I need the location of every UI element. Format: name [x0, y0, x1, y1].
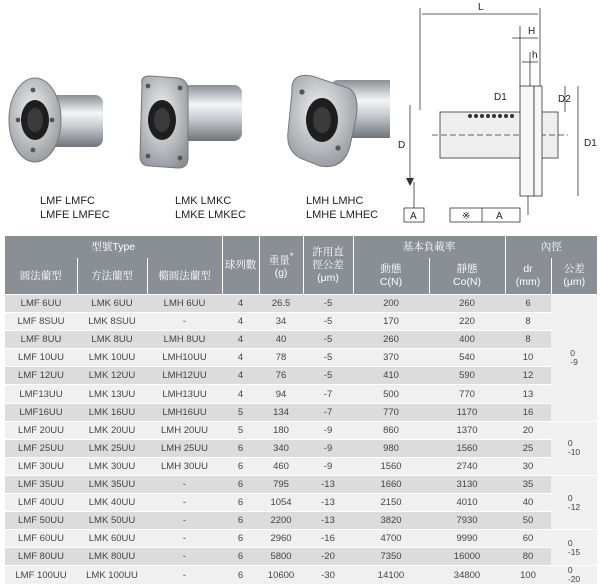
static-load-cell: 34800 — [429, 566, 505, 585]
static-load-cell: 1370 — [429, 421, 505, 439]
dynamic-load-cell: 170 — [353, 313, 429, 331]
weight-cell: 2200 — [259, 512, 303, 530]
oval-model-cell: LMH 8UU — [147, 331, 222, 349]
ecc-cell: -7 — [303, 385, 353, 403]
eccentricity-header: 許用直 徑公差 (μm) — [303, 236, 353, 295]
ecc-cell: -7 — [303, 403, 353, 421]
dynamic-load-cell: 3820 — [353, 512, 429, 530]
balls-cell: 6 — [222, 548, 259, 566]
square-model-cell: LMK 30UU — [77, 457, 147, 475]
balls-cell: 6 — [222, 439, 259, 457]
dim-D2-label: D2 — [558, 94, 571, 105]
square-model-cell: LMK 35UU — [77, 475, 147, 493]
weight-header: 重量* (g) — [259, 236, 303, 295]
round-model-cell: LMF 30UU — [5, 457, 77, 475]
lmf-series-label: LMF LMFC LMFE LMFEC — [40, 195, 110, 221]
weight-cell: 180 — [259, 421, 303, 439]
model-type-header: 型號Type — [5, 236, 222, 258]
table-row — [5, 494, 597, 512]
square-model-cell: LMK 16UU — [77, 403, 147, 421]
table-row — [5, 421, 597, 439]
ecc-cell: -5 — [303, 349, 353, 367]
tolerance-upper: 0 — [567, 565, 573, 576]
spec-table — [5, 236, 597, 584]
dr-cell: 50 — [505, 512, 551, 530]
balls-cell: 4 — [222, 313, 259, 331]
dim-L-label: L — [478, 2, 484, 13]
ecc-cell: -5 — [303, 313, 353, 331]
ecc-cell: -9 — [303, 457, 353, 475]
inner-diameter-header: 內徑 — [505, 236, 597, 258]
round-model-cell: LMF 8UU — [5, 331, 77, 349]
dynamic-load-cell: 500 — [353, 385, 429, 403]
dr-cell: 80 — [505, 548, 551, 566]
oval-model-cell: LMH 6UU — [147, 295, 222, 313]
round-model-cell: LMF 35UU — [5, 475, 77, 493]
weight-cell: 460 — [259, 457, 303, 475]
balls-cell: 5 — [222, 403, 259, 421]
oval-model-cell: LMH12UU — [147, 367, 222, 385]
balls-cell: 4 — [222, 367, 259, 385]
square-model-cell: LMK 80UU — [77, 548, 147, 566]
dim-h-label: h — [532, 50, 538, 61]
weight-cell: 40 — [259, 331, 303, 349]
table-row — [5, 367, 597, 385]
square-model-cell: LMK 12UU — [77, 367, 147, 385]
lmk-square-flange-photo — [140, 76, 242, 168]
square-model-cell: LMK 60UU — [77, 530, 147, 548]
oval-flange-header: 橢圓法蘭型 — [147, 258, 222, 295]
ecc-cell: -9 — [303, 439, 353, 457]
static-load-cell: 2740 — [429, 457, 505, 475]
tolerance-header: 公差 (μm) — [551, 258, 597, 295]
dynamic-load-cell: 410 — [353, 367, 429, 385]
table-row — [5, 439, 597, 457]
table-row — [5, 548, 597, 566]
table-row — [5, 331, 597, 349]
dr-cell: 30 — [505, 457, 551, 475]
table-row — [5, 385, 597, 403]
dim-D1-right-label: D1 — [584, 138, 597, 149]
dr-cell: 20 — [505, 421, 551, 439]
tolerance-upper: 0 — [570, 347, 575, 358]
weight-cell: 5800 — [259, 548, 303, 566]
oval-model-cell: LMH16UU — [147, 403, 222, 421]
balls-cell: 6 — [222, 457, 259, 475]
round-model-cell: LMF 12UU — [5, 367, 77, 385]
dr-cell: 100 — [505, 566, 551, 585]
oval-model-cell: - — [147, 512, 222, 530]
static-load-cell: 7930 — [429, 512, 505, 530]
tolerance-lower: -20 — [567, 574, 581, 585]
round-model-cell: LMF 20UU — [5, 421, 77, 439]
weight-cell: 94 — [259, 385, 303, 403]
static-load-cell: 16000 — [429, 548, 505, 566]
tolerance-cell — [551, 421, 597, 475]
lmh-oval-flange-photo — [288, 75, 390, 166]
oval-model-cell: - — [147, 313, 222, 331]
oval-model-cell: LMH10UU — [147, 349, 222, 367]
table-row — [5, 530, 597, 548]
ecc-cell: -16 — [303, 530, 353, 548]
ecc-cell: -9 — [303, 421, 353, 439]
table-row — [5, 512, 597, 530]
weight-cell: 76 — [259, 367, 303, 385]
tolerance-cell — [551, 530, 597, 566]
square-model-cell: LMK 20UU — [77, 421, 147, 439]
ecc-cell: -5 — [303, 331, 353, 349]
dynamic-load-cell: 4700 — [353, 530, 429, 548]
weight-cell: 134 — [259, 403, 303, 421]
product-header — [0, 0, 600, 236]
round-model-cell: LMF 40UU — [5, 494, 77, 512]
balls-cell: 6 — [222, 475, 259, 493]
square-model-cell: LMK 25UU — [77, 439, 147, 457]
round-model-cell: LMF 60UU — [5, 530, 77, 548]
static-load-cell: 260 — [429, 295, 505, 313]
tolerance-upper: 0 — [567, 438, 573, 449]
balls-cell: 6 — [222, 566, 259, 585]
square-flange-header: 方法蘭型 — [77, 258, 147, 295]
balls-cell: 6 — [222, 530, 259, 548]
dr-cell: 60 — [505, 530, 551, 548]
table-row — [5, 566, 597, 585]
static-load-cell: 400 — [429, 331, 505, 349]
ecc-cell: -5 — [303, 367, 353, 385]
static-load-cell: 590 — [429, 367, 505, 385]
dr-cell: 13 — [505, 385, 551, 403]
ref-symbol-label: ※ — [462, 211, 471, 222]
dim-D-label: D — [398, 140, 406, 151]
weight-cell: 26.5 — [259, 295, 303, 313]
static-load-cell: 3130 — [429, 475, 505, 493]
ecc-cell: -13 — [303, 494, 353, 512]
static-load-cell: 1170 — [429, 403, 505, 421]
lmh-series-label: LMH LMHC LMHE LMHEC — [306, 195, 379, 221]
balls-cell: 4 — [222, 349, 259, 367]
round-flange-header: 圓法蘭型 — [5, 258, 77, 295]
round-model-cell: LMF 25UU — [5, 439, 77, 457]
ecc-cell: -5 — [303, 295, 353, 313]
round-model-cell: LMF 100UU — [5, 566, 77, 585]
dynamic-load-cell: 200 — [353, 295, 429, 313]
oval-model-cell: LMH 30UU — [147, 457, 222, 475]
dynamic-load-cell: 980 — [353, 439, 429, 457]
basic-load-header: 基本負載率 — [353, 236, 505, 258]
table-row — [5, 349, 597, 367]
ecc-cell: -30 — [303, 566, 353, 585]
dynamic-load-cell: 2150 — [353, 494, 429, 512]
static-load-cell: 1560 — [429, 439, 505, 457]
dynamic-load-cell: 860 — [353, 421, 429, 439]
weight-cell: 1054 — [259, 494, 303, 512]
square-model-cell: LMK 8UU — [77, 331, 147, 349]
dim-H-label: H — [528, 26, 536, 37]
ball-rows-header: 球列數 — [222, 236, 259, 295]
tolerance-lower: -10 — [567, 447, 581, 458]
oval-model-cell: LMH 20UU — [147, 421, 222, 439]
static-load-cell: 540 — [429, 349, 505, 367]
ref-a-label: A — [410, 211, 417, 222]
round-model-cell: LMF 50UU — [5, 512, 77, 530]
table-row — [5, 313, 597, 331]
dynamic-load-header: 動態 C(N) — [353, 258, 429, 295]
tolerance-upper: 0 — [567, 492, 573, 503]
oval-model-cell: - — [147, 548, 222, 566]
ecc-cell: -13 — [303, 512, 353, 530]
dynamic-load-cell: 7350 — [353, 548, 429, 566]
dynamic-load-cell: 14100 — [353, 566, 429, 585]
square-model-cell: LMK 50UU — [77, 512, 147, 530]
oval-model-cell: LMH 25UU — [147, 439, 222, 457]
dynamic-load-cell: 1660 — [353, 475, 429, 493]
tolerance-upper: 0 — [567, 537, 573, 548]
square-model-cell: LMK 40UU — [77, 494, 147, 512]
static-load-cell: 220 — [429, 313, 505, 331]
round-model-cell: LMF 80UU — [5, 548, 77, 566]
ecc-cell: -20 — [303, 548, 353, 566]
weight-cell: 2960 — [259, 530, 303, 548]
dynamic-load-cell: 260 — [353, 331, 429, 349]
dr-cell: 16 — [505, 403, 551, 421]
round-model-cell: LMF16UU — [5, 403, 77, 421]
table-row — [5, 403, 597, 421]
dr-cell: 8 — [505, 313, 551, 331]
oval-model-cell: - — [147, 494, 222, 512]
tolerance-lower: -15 — [567, 546, 581, 557]
weight-cell: 78 — [259, 349, 303, 367]
dr-cell: 12 — [505, 367, 551, 385]
static-load-header: 靜態 Co(N) — [429, 258, 505, 295]
static-load-cell: 4010 — [429, 494, 505, 512]
dr-cell: 40 — [505, 494, 551, 512]
dynamic-load-cell: 370 — [353, 349, 429, 367]
static-load-cell: 770 — [429, 385, 505, 403]
square-model-cell: LMK 8SUU — [77, 313, 147, 331]
dr-header: dr (mm) — [505, 258, 551, 295]
weight-cell: 340 — [259, 439, 303, 457]
balls-cell: 6 — [222, 494, 259, 512]
ref-a2-label: A — [496, 211, 503, 222]
dr-cell: 10 — [505, 349, 551, 367]
dynamic-load-cell: 1560 — [353, 457, 429, 475]
square-model-cell: LMK 13UU — [77, 385, 147, 403]
round-model-cell: LMF13UU — [5, 385, 77, 403]
tolerance-cell — [551, 566, 597, 585]
dynamic-load-cell: 770 — [353, 403, 429, 421]
dr-cell: 35 — [505, 475, 551, 493]
lmf-round-flange-photo — [9, 78, 103, 162]
dim-D1-label: D1 — [494, 92, 507, 103]
static-load-cell: 9990 — [429, 530, 505, 548]
weight-cell: 10600 — [259, 566, 303, 585]
oval-model-cell: - — [147, 530, 222, 548]
dr-cell: 8 — [505, 331, 551, 349]
weight-cell: 795 — [259, 475, 303, 493]
square-model-cell: LMK 10UU — [77, 349, 147, 367]
round-model-cell: LMF 8SUU — [5, 313, 77, 331]
round-model-cell: LMF 6UU — [5, 295, 77, 313]
weight-cell: 34 — [259, 313, 303, 331]
balls-cell: 5 — [222, 421, 259, 439]
ecc-cell: -13 — [303, 475, 353, 493]
dr-cell: 6 — [505, 295, 551, 313]
balls-cell: 4 — [222, 295, 259, 313]
table-row — [5, 475, 597, 493]
tolerance-cell — [551, 295, 597, 422]
dr-cell: 25 — [505, 439, 551, 457]
tolerance-cell — [551, 475, 597, 529]
tolerance-lower: -9 — [570, 356, 578, 367]
balls-cell: 4 — [222, 331, 259, 349]
balls-cell: 6 — [222, 512, 259, 530]
oval-model-cell: - — [147, 475, 222, 493]
table-row — [5, 295, 597, 313]
oval-model-cell: - — [147, 566, 222, 585]
dimension-diagram — [390, 0, 600, 236]
square-model-cell: LMK 6UU — [77, 295, 147, 313]
table-row — [5, 457, 597, 475]
lmk-series-label: LMK LMKC LMKE LMKEC — [175, 195, 246, 221]
square-model-cell: LMK 100UU — [77, 566, 147, 585]
tolerance-lower: -12 — [567, 501, 581, 512]
round-model-cell: LMF 10UU — [5, 349, 77, 367]
oval-model-cell: LMH13UU — [147, 385, 222, 403]
balls-cell: 4 — [222, 385, 259, 403]
